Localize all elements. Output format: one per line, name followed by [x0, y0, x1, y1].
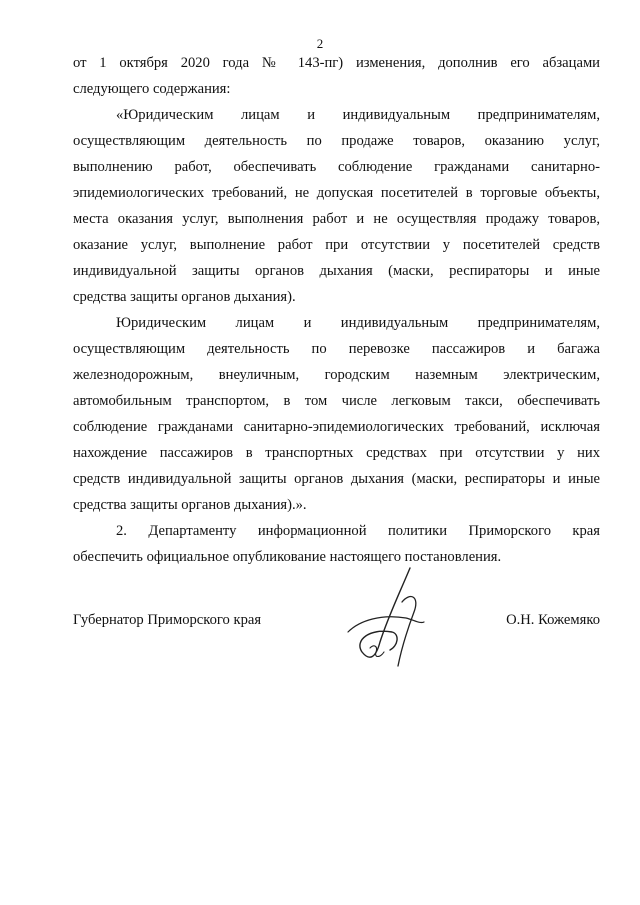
paragraph-line: места оказания услуг, выполнения работ и не осуществляя продажу товаров,	[73, 211, 600, 227]
paragraph-line: нахождение пассажиров в транспортных средствах при отсутствии у них	[73, 445, 600, 461]
paragraph-line: 2. Департаменту информационной политики Приморского края	[116, 523, 600, 539]
page-number: 2	[316, 36, 324, 51]
paragraph-line: Юридическим лицам и индивидуальным предпринимателям,	[116, 315, 600, 331]
signer-title: Губернатор Приморского края	[73, 612, 262, 628]
paragraph-line: соблюдение гражданами санитарно-эпидемиологических требований, исключая	[73, 419, 600, 435]
paragraph-line: осуществляющим деятельность по продаже товаров, оказанию услуг,	[73, 133, 600, 149]
handwritten-signature	[340, 562, 430, 672]
paragraph-line: оказание услуг, выполнение работ при отсутствии у посетителей средств	[73, 237, 600, 253]
paragraph-line: обеспечить официальное опубликование настоящего постановления.	[73, 549, 502, 565]
paragraph-line: индивидуальной защиты органов дыхания (маски, респираторы и иные	[73, 263, 600, 279]
paragraph-line: эпидемиологических требований, не допуская посетителей в торговые объекты,	[73, 185, 600, 201]
paragraph-line: от 1 октября 2020 года № 143-пг) изменения, дополнив его абзацами	[73, 55, 600, 71]
paragraph-line: «Юридическим лицам и индивидуальным предпринимателям,	[116, 107, 600, 123]
signer-name: О.Н. Кожемяко	[506, 612, 600, 628]
paragraph-line: железнодорожным, внеуличным, городским наземным электрическим,	[73, 367, 600, 383]
paragraph-line: выполнению работ, обеспечивать соблюдение гражданами санитарно-	[73, 159, 600, 175]
paragraph-line: средства защиты органов дыхания).	[73, 289, 296, 305]
paragraph-line: осуществляющим деятельность по перевозке пассажиров и багажа	[73, 341, 600, 357]
paragraph-line: средства защиты органов дыхания).».	[73, 497, 307, 513]
paragraph-line: средств индивидуальной защиты органов дыхания (маски, респираторы и иные	[73, 471, 600, 487]
paragraph-line: следующего содержания:	[73, 81, 231, 97]
paragraph-line: автомобильным транспортом, в том числе легковым такси, обеспечивать	[73, 393, 600, 409]
